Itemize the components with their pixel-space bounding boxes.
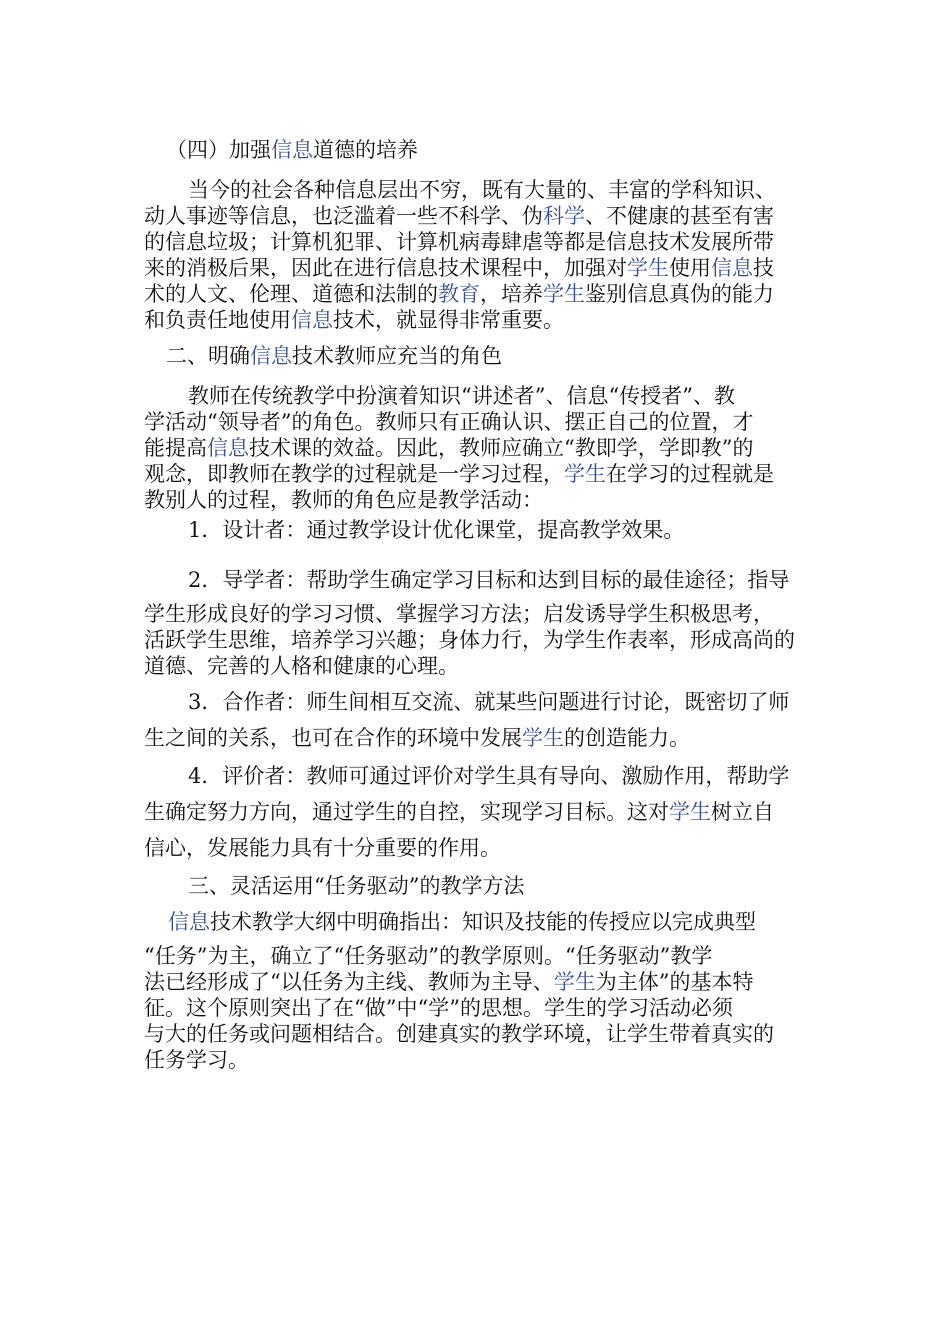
text-line bbox=[144, 834, 501, 862]
text-line bbox=[144, 228, 774, 256]
keyword-link[interactable]: 信息 bbox=[291, 308, 333, 332]
keyword-link[interactable]: 信息 bbox=[271, 138, 313, 162]
text-segment: 来的消极后果，因此在进行信息技术课程中，加强对 bbox=[144, 256, 627, 280]
text-segment: 信心，发展能力具有十分重要的作用。 bbox=[144, 836, 501, 860]
text-segment: 的信息垃圾；计算机犯罪、计算机病毒肆虐等都是信息技术发展所带 bbox=[144, 230, 774, 254]
text-line bbox=[144, 434, 753, 462]
text-segment: 技术教师应充当的角色 bbox=[292, 344, 502, 368]
text-segment: 道德的培养 bbox=[313, 138, 418, 162]
text-segment: 征。这个原则突出了在“做”中“学”的思想。学生的学习活动必须 bbox=[144, 996, 733, 1020]
text-line bbox=[166, 136, 418, 164]
text-segment: 技术课的效益。因此，教师应确立“教即学，学即教”的 bbox=[249, 436, 754, 460]
text-segment: 学生形成良好的学习习惯、掌握学习方法；启发诱导学生积极思考， bbox=[144, 602, 774, 626]
text-segment: 、不健康的甚至有害 bbox=[585, 204, 774, 228]
text-line bbox=[144, 798, 774, 826]
text-segment: 1．设计者：通过教学设计优化课堂，提高教学效果。 bbox=[188, 518, 685, 542]
text-line bbox=[144, 994, 733, 1022]
text-segment: 当今的社会各种信息层出不穷，既有大量的、丰富的学科知识、 bbox=[188, 178, 776, 202]
text-segment: 鉴别信息真伪的能力 bbox=[585, 282, 774, 306]
text-segment: 教师在传统教学中扮演着知识“讲述者”、信息“传授者”、教 bbox=[188, 384, 735, 408]
text-line bbox=[188, 872, 524, 900]
text-segment: （四）加强 bbox=[166, 138, 271, 162]
text-line bbox=[166, 342, 502, 370]
text-line bbox=[144, 486, 543, 514]
text-segment: 生之间的关系，也可在合作的环境中发展 bbox=[144, 726, 522, 750]
text-line bbox=[144, 408, 753, 436]
text-segment: 技 bbox=[753, 256, 774, 280]
text-segment: 任务学习。 bbox=[144, 1048, 249, 1072]
text-line bbox=[188, 382, 735, 410]
text-segment: 和负责任地使用 bbox=[144, 308, 291, 332]
keyword-link[interactable]: 学生 bbox=[564, 462, 606, 486]
text-segment: 4．评价者：教师可通过评价对学生具有导向、激励作用，帮助学 bbox=[188, 764, 790, 788]
text-segment: 学活动“领导者”的角色。教师只有正确认识、摆正自己的位置，才 bbox=[144, 410, 754, 434]
text-segment: 三、灵活运用“任务驱动”的教学方法 bbox=[188, 874, 525, 898]
text-segment: ，培养 bbox=[480, 282, 543, 306]
text-segment: 术的人文、伦理、道德和法制的 bbox=[144, 282, 438, 306]
text-segment: “任务”为主，确立了“任务驱动”的教学原则。“任务驱动”教学 bbox=[144, 944, 713, 968]
text-segment: 能提高 bbox=[144, 436, 207, 460]
text-line bbox=[144, 652, 459, 680]
text-line bbox=[188, 176, 776, 204]
keyword-link[interactable]: 信息 bbox=[207, 436, 249, 460]
keyword-link[interactable]: 信息 bbox=[250, 344, 292, 368]
text-line bbox=[144, 600, 774, 628]
text-segment: 在学习的过程就是 bbox=[606, 462, 774, 486]
text-segment: 2．导学者：帮助学生确定学习目标和达到目标的最佳途径；指导 bbox=[188, 568, 790, 592]
text-segment: 动人事迹等信息，也泛滥着一些不科学、伪 bbox=[144, 204, 543, 228]
keyword-link[interactable]: 学生 bbox=[543, 282, 585, 306]
text-segment: 与大的任务或问题相结合。创建真实的教学环境，让学生带着真实的 bbox=[144, 1022, 774, 1046]
text-line bbox=[144, 280, 774, 308]
text-line bbox=[144, 460, 774, 488]
text-line bbox=[188, 566, 789, 594]
text-segment: 使用 bbox=[669, 256, 711, 280]
keyword-link[interactable]: 学生 bbox=[669, 800, 711, 824]
text-line bbox=[188, 516, 684, 544]
text-segment: 技术，就显得非常重要。 bbox=[333, 308, 564, 332]
text-line bbox=[144, 1020, 774, 1048]
text-line bbox=[144, 942, 712, 970]
text-segment: 二、明确 bbox=[166, 344, 250, 368]
text-line bbox=[144, 968, 753, 996]
text-segment: 道德、完善的人格和健康的心理。 bbox=[144, 654, 459, 678]
keyword-link[interactable]: 信息 bbox=[168, 910, 210, 934]
keyword-link[interactable]: 信息 bbox=[711, 256, 753, 280]
text-segment: 树立自 bbox=[711, 800, 774, 824]
keyword-link[interactable]: 教育 bbox=[438, 282, 480, 306]
text-line bbox=[144, 626, 795, 654]
text-segment: 技术教学大纲中明确指出：知识及技能的传授应以完成典型 bbox=[210, 910, 756, 934]
text-line bbox=[168, 908, 756, 936]
keyword-link[interactable]: 科学 bbox=[543, 204, 585, 228]
text-segment: 3．合作者：师生间相互交流、就某些问题进行讨论，既密切了师 bbox=[188, 690, 790, 714]
text-line bbox=[144, 202, 774, 230]
text-segment: 观念，即教师在教学的过程就是一学习过程， bbox=[144, 462, 564, 486]
text-segment: 教别人的过程，教师的角色应是教学活动： bbox=[144, 488, 543, 512]
text-segment: 法已经形成了“以任务为主线、教师为主导、 bbox=[144, 970, 554, 994]
text-line bbox=[144, 1046, 249, 1074]
text-segment: 为主体”的基本特 bbox=[595, 970, 754, 994]
text-segment: 活跃学生思维，培养学习兴趣；身体力行，为学生作表率，形成高尚的 bbox=[144, 628, 795, 652]
keyword-link[interactable]: 学生 bbox=[627, 256, 669, 280]
text-line bbox=[144, 724, 690, 752]
text-line bbox=[188, 762, 789, 790]
text-line bbox=[188, 688, 789, 716]
text-segment: 生确定努力方向，通过学生的自控，实现学习目标。这对 bbox=[144, 800, 669, 824]
keyword-link[interactable]: 学生 bbox=[522, 726, 564, 750]
text-segment: 的创造能力。 bbox=[564, 726, 690, 750]
keyword-link[interactable]: 学生 bbox=[553, 970, 596, 994]
text-line bbox=[144, 306, 564, 334]
text-line bbox=[144, 254, 774, 282]
